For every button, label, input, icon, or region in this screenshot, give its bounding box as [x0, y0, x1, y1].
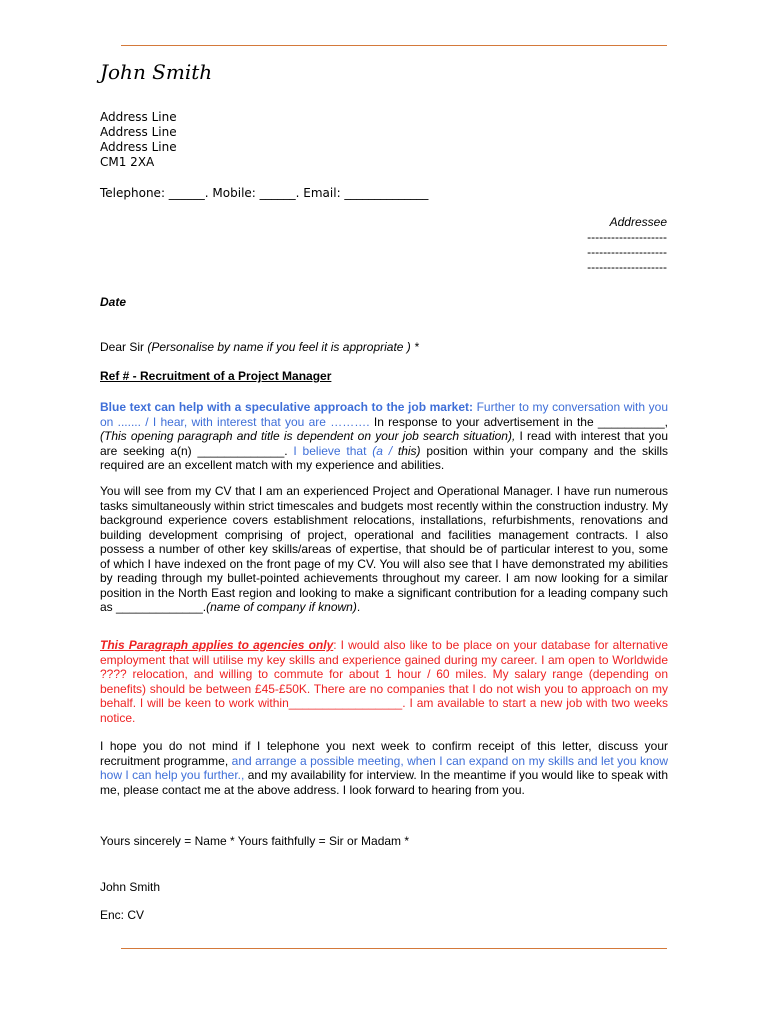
address-line-1: Address Line [100, 110, 177, 124]
salutation-note: (Personalise by name if you feel it is appropriate ) * [147, 340, 419, 354]
addressee-line-3: -------------------- [587, 260, 667, 274]
address-line-3: Address Line [100, 140, 177, 154]
opening-italic-blue: (a / [372, 443, 398, 458]
closing-blue: and arrange a possible meeting, when I can expand on my skills and let you know how I can help you further., [100, 753, 668, 782]
salutation-dear: Dear Sir [100, 340, 148, 354]
sender-address [100, 110, 177, 170]
top-divider [121, 45, 667, 46]
opening-blue-1: Further to my conversation with you on ....... / I hear, with interest that you are ………. [100, 400, 668, 429]
signoff-name: John Smith [100, 880, 161, 894]
opening-italic-2: this) [397, 443, 421, 458]
closing-formula: Yours sincerely = Name * Yours faithfully = Sir or Madam * [100, 834, 410, 848]
opening-blue-2: I believe that [287, 443, 373, 458]
reference-line: Ref # - Recruitment of a Project Manager [100, 369, 332, 383]
enclosure-line: Enc: CV [100, 908, 145, 922]
closing-text-1: I hope you do not mind if I telephone you next week to confirm receipt of this letter, discuss your recruitment programme, [100, 739, 668, 768]
agencies-text: : I would also like to be place on your database for alternative employment that will utilise my key skills and experience gained during my career. I am open to Worldwide ???? relocation, and willing to commute for about 1 hour / 60 miles. My salary range (depending on benefits) should be between £45-£50K. There are no companies that I do not wish you to approach on my behalf. I will be keen to work within_________________. I am available to start a new job with two weeks notice. [100, 638, 668, 725]
experience-italic: (name of company if known) [206, 600, 357, 614]
opening-italic-1: (This opening paragraph and title is dependent on your job search situation), [100, 429, 516, 443]
experience-end: . [356, 600, 361, 614]
opening-text-1: In response to your advertisement in the __________, [369, 414, 668, 429]
experience-text: You will see from my CV that I am an experienced Project and Operational Manager. I have run numerous tasks simultaneously within strict timescales and budgets most recently within the construction industry. My background experience covers establishment relocations, installations, refurbishments, renovations and building development comprising of project, operational and facilities management contracts. I also possess a number of other key skills/areas of expertise, that should be of particular interest to you, some of which I have indexed on the front page of my CV. You will also see that I have demonstrated my abilities by reading through my bullet-pointed achievements throughout my career. I am now looking for a similar position in the North East region and looking to make a significant contribution for a leading company such as _____________. [100, 484, 668, 614]
address-line-2: Address Line [100, 125, 177, 139]
bottom-divider [121, 948, 667, 949]
closing-text-2: and my availability for interview. In the meantime if you would like to speak with me, please contact me at the above address. I look forward to hearing from you. [100, 768, 668, 797]
salutation [100, 340, 419, 354]
opening-text-2: I read with interest that you are seeking a(n) _____________. [100, 429, 668, 458]
sender-name: John Smith [100, 60, 213, 84]
contact-line: Telephone: ______. Mobile: ______. Email: ______________ [100, 186, 429, 200]
addressee-block [587, 215, 667, 275]
opening-lead: Blue text can help with a speculative approach to the job market: [100, 400, 473, 414]
address-postcode: CM1 2XA [100, 155, 155, 169]
paragraph-opening [100, 400, 668, 473]
addressee-line-1: -------------------- [587, 230, 667, 244]
date-label: Date [100, 295, 127, 309]
opening-text-3: position within your company and the skills required are an excellent match with my experience and abilities. [100, 443, 669, 472]
agencies-lead: This Paragraph applies to agencies only [100, 638, 334, 652]
paragraph-closing [100, 739, 668, 797]
addressee-label: Addressee [609, 215, 667, 229]
paragraph-experience [100, 484, 668, 615]
addressee-line-2: -------------------- [587, 245, 667, 259]
paragraph-agencies [100, 638, 668, 725]
